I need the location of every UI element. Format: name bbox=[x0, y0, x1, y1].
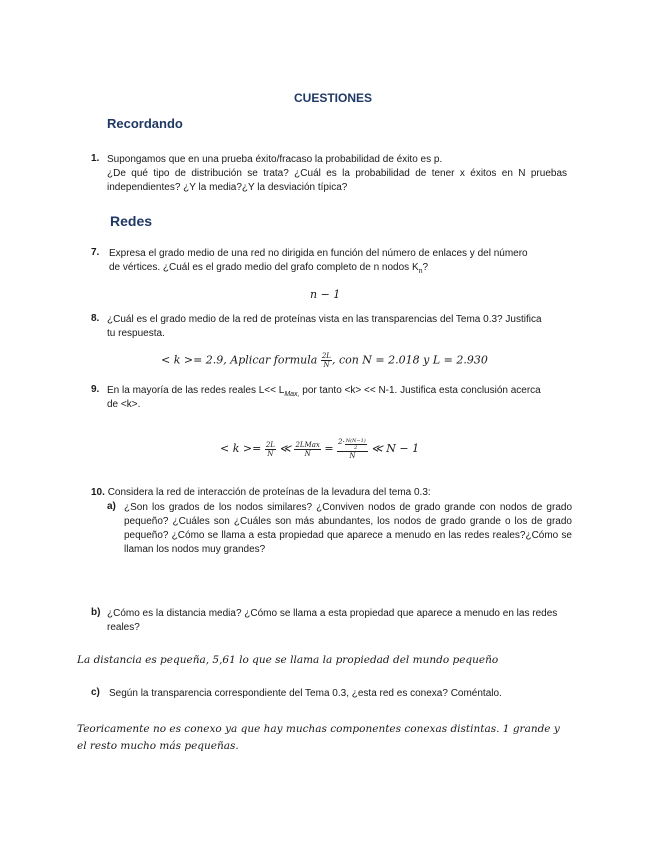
question-1-line1: Supongamos que en una prueba éxito/fracaso la probabilidad de éxito es p. bbox=[107, 154, 443, 165]
question-9-f1-den: N bbox=[267, 449, 274, 458]
question-10b-answer: La distancia es pequeña, 5,61 lo que se llama la propiedad del mundo pequeño bbox=[77, 654, 499, 666]
question-8-frac-den: N bbox=[323, 361, 330, 369]
question-8-number: 8. bbox=[91, 313, 100, 324]
question-10c-line1: Según la transparencia correspondiente del Tema 0.3, ¿esta red es conexa? Coméntalo. bbox=[109, 688, 502, 699]
question-10c-label: c) bbox=[91, 687, 100, 698]
question-7-subscript: n bbox=[418, 268, 423, 275]
question-9-f3-num bbox=[337, 438, 368, 452]
question-9-eq-lhs: < k >= bbox=[220, 442, 262, 455]
question-9-fraction-1 bbox=[265, 441, 276, 458]
question-1-line3: independientes? ¿Y la media?¿Y la desviación típica? bbox=[107, 182, 348, 193]
question-10c-answer-line2: el resto mucho más pequeñas. bbox=[77, 740, 239, 752]
page-title: CUESTIONES bbox=[294, 91, 373, 105]
question-9-f3-den: N bbox=[349, 452, 356, 460]
question-8-line1: ¿Cuál es el grado medio de la red de proteínas vista en las transparencias del Tema 0.3? Justifica bbox=[107, 314, 542, 325]
question-9-fraction-3 bbox=[337, 438, 368, 460]
section-heading-redes: Redes bbox=[110, 213, 153, 229]
question-9-f2-num: 2LMax bbox=[295, 440, 320, 449]
question-9-f3-sup: N(N−1) bbox=[345, 438, 366, 444]
question-7-end: ? bbox=[422, 262, 429, 273]
question-8-line2: tu respuesta. bbox=[107, 328, 165, 339]
question-7-line2 bbox=[109, 261, 569, 278]
question-9-equals: = bbox=[324, 442, 334, 455]
question-8-answer-post: , con N = 2.018 y L = 2.930 bbox=[331, 353, 488, 367]
question-10b-label: b) bbox=[91, 607, 101, 618]
question-9-f3-inner-fraction bbox=[345, 438, 367, 451]
question-9-line1-b: por tanto <k> << N-1. Justifica esta conclusión acerca bbox=[299, 385, 541, 396]
question-8-answer-pre: < k >= 2.9, Aplicar formula bbox=[161, 353, 318, 367]
question-9-f2-den: N bbox=[304, 449, 311, 458]
question-8-fraction bbox=[321, 352, 332, 369]
question-10a-line3: pequeño? ¿Cómo se llama a esta propiedad que aparece a menudo en las redes reales?¿Cómo se bbox=[124, 530, 572, 541]
question-7-answer: n − 1 bbox=[310, 288, 341, 301]
question-9-f1-num: 2L bbox=[265, 440, 275, 449]
question-9-line2: de <k>. bbox=[107, 399, 141, 410]
question-10b-line1: ¿Cómo es la distancia media? ¿Cómo se llama a esta propiedad que aparece a menudo en las redes bbox=[107, 608, 558, 619]
question-9-f3-num-a: 2· bbox=[338, 438, 345, 446]
question-10a-line1: ¿Son los grados de los nodos similares? ¿Conviven nodos de grado grande con nodos de grado bbox=[124, 502, 572, 513]
question-10a-label: a) bbox=[107, 501, 116, 512]
question-10-number: 10. bbox=[91, 487, 105, 498]
question-9-equation bbox=[220, 438, 419, 460]
question-9-f3-sup-den: 2 bbox=[354, 445, 358, 451]
question-8-answer bbox=[161, 352, 488, 369]
question-10b-line2: reales? bbox=[107, 622, 140, 633]
question-1-number: 1. bbox=[91, 153, 100, 164]
question-10a-line4: llaman los nodos muy grandes? bbox=[124, 544, 266, 555]
question-9-ll-1: ≪ bbox=[279, 442, 291, 455]
question-7-number: 7. bbox=[91, 247, 100, 258]
question-9-number: 9. bbox=[91, 384, 100, 395]
question-10-intro: Considera la red de interacción de proteínas de la levadura del tema 0.3: bbox=[107, 487, 431, 498]
section-heading-recordando: Recordando bbox=[107, 116, 183, 131]
question-10a-line2: pequeño? ¿Cuáles son ¿Cuáles son más abundantes, los nodos de grado grande o los de grado bbox=[124, 516, 572, 527]
question-9-eq-tail: ≪ N − 1 bbox=[371, 442, 420, 455]
question-8-frac-num: 2L bbox=[321, 352, 331, 360]
question-9-line1-a: En la mayoría de las redes reales L<< L bbox=[107, 385, 285, 396]
question-10c-answer-line1: Teoricamente no es conexo ya que hay muchas componentes conexas distintas. 1 grande y bbox=[77, 723, 560, 735]
question-9-fraction-2 bbox=[294, 441, 320, 458]
question-7-line1: Expresa el grado medio de una red no dirigida en función del número de enlaces y del número bbox=[109, 248, 528, 259]
question-10 bbox=[91, 486, 571, 499]
question-9-subscript: Max, bbox=[284, 391, 300, 398]
question-1-line2: ¿De qué tipo de distribución se trata? ¿Cuál es la probabilidad de tener x éxitos en N pruebas bbox=[107, 168, 567, 179]
question-7-line2-text: de vértices. ¿Cuál es el grado medio del grafo completo de n nodos K bbox=[109, 262, 419, 273]
